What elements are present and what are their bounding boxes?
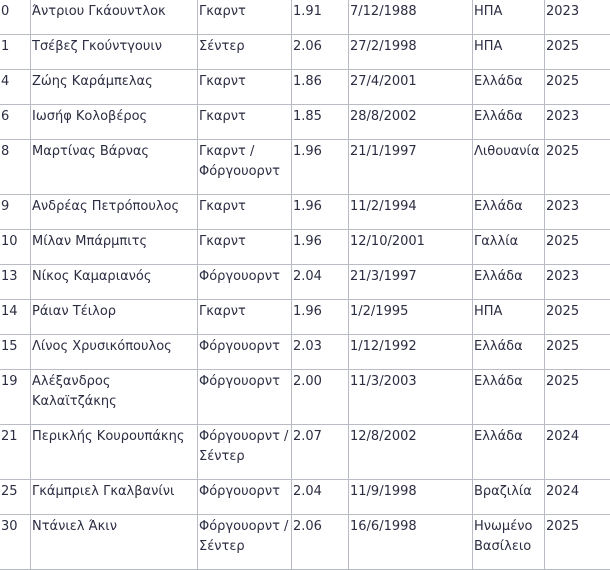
jersey-number: 14 xyxy=(0,300,31,335)
player-position: Γκαρντ / Φόργουορντ xyxy=(198,140,292,195)
player-name: Τσέβεζ Γκούντγουιν xyxy=(31,35,198,70)
player-height: 2.04 xyxy=(292,480,349,515)
player-name: Ανδρέας Πετρόπουλος xyxy=(31,195,198,230)
birth-date: 11/3/2003 xyxy=(349,370,473,425)
table-row xyxy=(0,335,610,370)
jersey-number: 6 xyxy=(0,105,31,140)
player-position: Γκαρντ xyxy=(198,230,292,265)
birth-date: 27/2/1998 xyxy=(349,35,473,70)
nationality: ΗΠΑ xyxy=(473,35,545,70)
player-height: 2.07 xyxy=(292,425,349,480)
contract-until: 2023 xyxy=(545,105,610,140)
player-name: Ζώης Καράμπελας xyxy=(31,70,198,105)
jersey-number: 21 xyxy=(0,425,31,480)
nationality: Ελλάδα xyxy=(473,195,545,230)
table-row xyxy=(0,300,610,335)
contract-until: 2023 xyxy=(545,265,610,300)
player-position: Γκαρντ xyxy=(198,70,292,105)
player-height: 2.03 xyxy=(292,335,349,370)
player-name: Αλέξανδρος Καλαϊτζάκης xyxy=(31,370,198,425)
player-height: 1.96 xyxy=(292,300,349,335)
nationality: Ελλάδα xyxy=(473,105,545,140)
nationality: Ελλάδα xyxy=(473,370,545,425)
player-position: Φόργουορντ xyxy=(198,480,292,515)
birth-date: 12/8/2002 xyxy=(349,425,473,480)
jersey-number: 8 xyxy=(0,140,31,195)
nationality: ΗΠΑ xyxy=(473,0,545,35)
player-height: 1.96 xyxy=(292,195,349,230)
table-row xyxy=(0,425,610,480)
table-row xyxy=(0,480,610,515)
table-row xyxy=(0,195,610,230)
jersey-number: 19 xyxy=(0,370,31,425)
jersey-number: 15 xyxy=(0,335,31,370)
table-row xyxy=(0,140,610,195)
player-name: Ντάνιελ Άκιν xyxy=(31,515,198,570)
birth-date: 21/3/1997 xyxy=(349,265,473,300)
contract-until: 2025 xyxy=(545,370,610,425)
jersey-number: 1 xyxy=(0,35,31,70)
player-name: Γκάμπριελ Γκαλβανίνι xyxy=(31,480,198,515)
table-row xyxy=(0,370,610,425)
table-row xyxy=(0,230,610,265)
nationality: Ηνωμένο Βασίλειο xyxy=(473,515,545,570)
player-name: Ράιαν Τέιλορ xyxy=(31,300,198,335)
player-position: Σέντερ xyxy=(198,35,292,70)
player-position: Γκαρντ xyxy=(198,0,292,35)
player-position: Φόργουορντ / Σέντερ xyxy=(198,425,292,480)
contract-until: 2023 xyxy=(545,0,610,35)
player-height: 1.96 xyxy=(292,140,349,195)
nationality: Ελλάδα xyxy=(473,335,545,370)
birth-date: 21/1/1997 xyxy=(349,140,473,195)
table-row xyxy=(0,0,610,35)
contract-until: 2025 xyxy=(545,335,610,370)
jersey-number: 13 xyxy=(0,265,31,300)
nationality: Γαλλία xyxy=(473,230,545,265)
player-height: 1.96 xyxy=(292,230,349,265)
player-name: Άντριου Γκάουντλοκ xyxy=(31,0,198,35)
birth-date: 11/9/1998 xyxy=(349,480,473,515)
nationality: Ελλάδα xyxy=(473,265,545,300)
player-name: Περικλής Κουρουπάκης xyxy=(31,425,198,480)
table-row xyxy=(0,265,610,300)
player-position: Γκαρντ xyxy=(198,195,292,230)
birth-date: 1/2/1995 xyxy=(349,300,473,335)
player-height: 2.06 xyxy=(292,515,349,570)
contract-until: 2025 xyxy=(545,140,610,195)
player-position: Φόργουορντ xyxy=(198,265,292,300)
player-position: Γκαρντ xyxy=(198,300,292,335)
player-name: Μίλαν Μπάρμπιτς xyxy=(31,230,198,265)
birth-date: 1/12/1992 xyxy=(349,335,473,370)
player-name: Λίνος Χρυσικόπουλος xyxy=(31,335,198,370)
birth-date: 27/4/2001 xyxy=(349,70,473,105)
table-row xyxy=(0,70,610,105)
birth-date: 12/10/2001 xyxy=(349,230,473,265)
jersey-number: 4 xyxy=(0,70,31,105)
nationality: ΗΠΑ xyxy=(473,300,545,335)
player-position: Γκαρντ xyxy=(198,105,292,140)
contract-until: 2025 xyxy=(545,300,610,335)
player-height: 2.04 xyxy=(292,265,349,300)
player-height: 1.85 xyxy=(292,105,349,140)
nationality: Ελλάδα xyxy=(473,70,545,105)
jersey-number: 30 xyxy=(0,515,31,570)
contract-until: 2024 xyxy=(545,480,610,515)
player-height: 2.00 xyxy=(292,370,349,425)
jersey-number: 9 xyxy=(0,195,31,230)
contract-until: 2025 xyxy=(545,70,610,105)
contract-until: 2025 xyxy=(545,230,610,265)
player-name: Νίκος Καμαριανός xyxy=(31,265,198,300)
nationality: Λιθουανία xyxy=(473,140,545,195)
player-name: Μαρτίνας Βάρνας xyxy=(31,140,198,195)
table-row xyxy=(0,105,610,140)
table-row xyxy=(0,515,610,570)
player-height: 1.86 xyxy=(292,70,349,105)
contract-until: 2025 xyxy=(545,35,610,70)
player-name: Ιωσήφ Κολοβέρος xyxy=(31,105,198,140)
player-height: 1.91 xyxy=(292,0,349,35)
table-row xyxy=(0,35,610,70)
nationality: Βραζιλία xyxy=(473,480,545,515)
player-position: Φόργουορντ / Σέντερ xyxy=(198,515,292,570)
jersey-number: 0 xyxy=(0,0,31,35)
jersey-number: 10 xyxy=(0,230,31,265)
player-position: Φόργουορντ xyxy=(198,370,292,425)
contract-until: 2025 xyxy=(545,515,610,570)
contract-until: 2024 xyxy=(545,425,610,480)
birth-date: 11/2/1994 xyxy=(349,195,473,230)
contract-until: 2023 xyxy=(545,195,610,230)
jersey-number: 25 xyxy=(0,480,31,515)
nationality: Ελλάδα xyxy=(473,425,545,480)
birth-date: 7/12/1988 xyxy=(349,0,473,35)
player-position: Φόργουορντ xyxy=(198,335,292,370)
birth-date: 28/8/2002 xyxy=(349,105,473,140)
birth-date: 16/6/1998 xyxy=(349,515,473,570)
player-height: 2.06 xyxy=(292,35,349,70)
